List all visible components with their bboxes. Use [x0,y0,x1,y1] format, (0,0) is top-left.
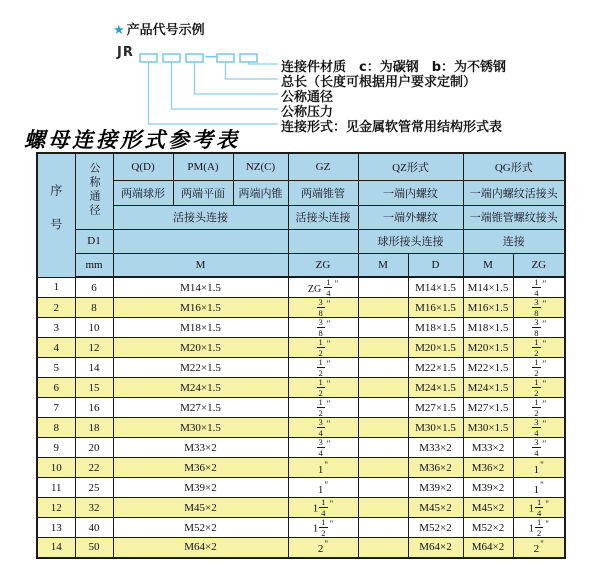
m-cell: M30×1.5 [113,418,288,438]
code-box-2 [163,54,180,62]
qg-zg-cell: 1" [513,478,565,498]
serial-cell: 13 [37,518,75,538]
m-cell: M20×1.5 [113,338,288,358]
header-units-qz-m: M [358,253,408,277]
qg-m-cell: M45×2 [463,498,513,518]
m-cell: M52×2 [113,518,288,538]
header-units-zg: ZG [288,253,358,277]
label-length: 总长（长度可根据用户要求定制） [281,75,477,90]
gz-cell: $\frac{3}{8}$ " [288,298,358,318]
table-title: 螺母连接形式参考表 [24,127,240,152]
qz-m-cell [358,418,408,438]
code-separator: — [205,49,217,63]
header-ends-qz: 一端内螺纹 [358,180,463,205]
header-conn2-qz: 球形接头连接 [358,229,463,253]
serial-cell: 12 [37,498,75,518]
gz-cell: 1 $\frac{1}{4}$ " [288,498,358,518]
gz-cell: 2" [288,538,358,558]
qg-m-cell: M16×1.5 [463,298,513,318]
m-cell: M45×2 [113,498,288,518]
dn-cell: 20 [75,438,113,458]
leader-line-pressure [172,62,279,109]
serial-cell: 8 [37,418,75,438]
qz-m-cell [358,298,408,318]
serial-cell: 7 [37,398,75,418]
header-ends-gz: 两端锥管 [288,180,358,205]
gz-cell: $\frac{1}{2}$ " [288,338,358,358]
gz-cell: $\frac{1}{2}$ " [288,398,358,418]
example-heading [113,19,205,38]
qg-m-cell: M33×2 [463,438,513,458]
header-conn2-qg: 连接 [463,229,565,253]
qg-zg-cell: 1 $\frac{1}{4}$ " [513,498,565,518]
qg-m-cell: M64×2 [463,538,513,558]
qg-zg-cell: $\frac{1}{2}$ " [513,358,565,378]
dn-cell: 6 [75,277,113,298]
header-serial-text: 序号 [48,183,63,252]
code-box-4 [217,54,234,62]
label-material: 连接件材质 c：为碳钢 b：为不锈钢 [281,60,507,75]
table-row [37,538,565,558]
m-cell: M36×2 [113,458,288,478]
table-row [37,518,565,538]
dn-cell: 40 [75,518,113,538]
serial-cell: 1 [37,277,75,298]
qz-m-cell [358,438,408,458]
serial-cell: 11 [37,478,75,498]
dn-cell: 22 [75,458,113,478]
qg-zg-cell: $\frac{3}{8}$ " [513,298,565,318]
header-serial [37,153,75,277]
gz-cell: $\frac{3}{4}$ " [288,418,358,438]
qg-zg-cell: $\frac{3}{4}$ " [513,438,565,458]
dn-cell: 16 [75,398,113,418]
example-heading-text: 产品代号示例 [126,23,205,38]
code-box-3 [186,54,203,62]
dn-cell: 32 [75,498,113,518]
header-conn-qg: 一端锥管螺纹接头 [463,205,565,229]
dn-cell: 25 [75,478,113,498]
qz-m-cell [358,378,408,398]
header-conn-left: 活接头连接 [113,205,288,229]
dn-cell: 18 [75,418,113,438]
header-empty-gz [288,229,358,253]
header-nominal [75,153,113,229]
header-ends-qd: 两端球形 [113,180,173,205]
qz-d-cell: M16×1.5 [408,298,463,318]
dn-cell: 8 [75,298,113,318]
gz-cell: $\frac{1}{2}$ " [288,378,358,398]
dn-cell: 15 [75,378,113,398]
header-nominal-text: 公称通径 [88,161,100,218]
qz-m-cell [358,498,408,518]
qg-zg-cell: $\frac{3}{8}$ " [513,318,565,338]
qz-d-cell: M52×2 [408,518,463,538]
header-unit: mm [75,253,113,277]
header-units-qg-zg: ZG [513,253,565,277]
qz-d-cell: M39×2 [408,478,463,498]
qz-d-cell: M22×1.5 [408,358,463,378]
header-conn-qz: 一端外螺纹 [358,205,463,229]
qz-d-cell: M14×1.5 [408,277,463,298]
nut-connection-table [36,152,566,559]
header-units-m: M [113,253,288,277]
qz-d-cell: M24×1.5 [408,378,463,398]
qz-m-cell [358,478,408,498]
qz-d-cell: M45×2 [408,498,463,518]
serial-cell: 10 [37,458,75,478]
table-row [37,458,565,478]
qg-m-cell: M36×2 [463,458,513,478]
qz-d-cell: M20×1.5 [408,338,463,358]
qz-m-cell [358,458,408,478]
header-group-gz: GZ [288,153,358,180]
star-icon: ★ [113,23,125,38]
qz-d-cell: M30×1.5 [408,418,463,438]
qg-zg-cell: $\frac{1}{4}$ " [513,277,565,298]
table-row [37,398,565,418]
qg-m-cell: M39×2 [463,478,513,498]
qz-m-cell [358,538,408,558]
gz-cell: $\frac{3}{4}$ " [288,438,358,458]
header-group-nzc: NZ(C) [233,153,288,180]
serial-cell: 6 [37,378,75,398]
qz-d-cell: M27×1.5 [408,398,463,418]
table-row [37,277,565,298]
label-pressure: 公称压力 [281,105,334,120]
header-group-qd: Q(D) [113,153,173,180]
gz-cell: $\frac{3}{8}$ " [288,318,358,338]
serial-cell: 4 [37,338,75,358]
header-ends-nzc: 两端内锥 [233,180,288,205]
qg-zg-cell: 1 $\frac{1}{2}$ " [513,518,565,538]
header-units-qz-d: D [408,253,463,277]
table-row [37,298,565,318]
header-conn-gz: 活接头连接 [288,205,358,229]
m-cell: M24×1.5 [113,378,288,398]
m-cell: M14×1.5 [113,277,288,298]
qz-m-cell [358,398,408,418]
header-group-qg: QG形式 [463,153,565,180]
m-cell: M22×1.5 [113,358,288,378]
qg-zg-cell: 2" [513,538,565,558]
gz-cell: 1" [288,478,358,498]
dn-cell: 50 [75,538,113,558]
header-d1: D1 [75,229,113,253]
serial-cell: 5 [37,358,75,378]
table-row [37,338,565,358]
serial-cell: 2 [37,298,75,318]
m-cell: M39×2 [113,478,288,498]
code-box-5 [240,54,257,62]
header-group-qz: QZ形式 [358,153,463,180]
qg-m-cell: M18×1.5 [463,318,513,338]
gz-cell: 1 $\frac{1}{2}$ " [288,518,358,538]
qz-d-cell: M36×2 [408,458,463,478]
m-cell: M33×2 [113,438,288,458]
qz-m-cell [358,318,408,338]
qg-m-cell: M22×1.5 [463,358,513,378]
m-cell: M18×1.5 [113,318,288,338]
header-units-qg-m: M [463,253,513,277]
qz-d-cell: M33×2 [408,438,463,458]
m-cell: M64×2 [113,538,288,558]
serial-cell: 3 [37,318,75,338]
qg-m-cell: M20×1.5 [463,338,513,358]
dn-cell: 12 [75,338,113,358]
qg-m-cell: M27×1.5 [463,398,513,418]
qg-m-cell: M30×1.5 [463,418,513,438]
qz-d-cell: M64×2 [408,538,463,558]
table-body [37,277,565,558]
dn-cell: 10 [75,318,113,338]
header-group-pma: PM(A) [173,153,233,180]
code-box-1 [140,54,157,62]
serial-cell: 14 [37,538,75,558]
qg-m-cell: M14×1.5 [463,277,513,298]
serial-cell: 9 [37,438,75,458]
qz-m-cell [358,338,408,358]
label-diameter: 公称通径 [281,90,334,105]
leader-line-diameter [195,62,279,94]
qg-zg-cell: $\frac{1}{2}$ " [513,338,565,358]
table-row [37,418,565,438]
qz-m-cell [358,277,408,298]
table-row [37,438,565,458]
qg-zg-cell: $\frac{1}{2}$ " [513,398,565,418]
table-row [37,478,565,498]
qz-m-cell [358,358,408,378]
code-prefix: JR [117,45,134,60]
gz-cell: $\frac{1}{2}$ " [288,358,358,378]
qz-m-cell [358,518,408,538]
qg-m-cell: M24×1.5 [463,378,513,398]
header-ends-pma: 两端平面 [173,180,233,205]
dn-cell: 14 [75,358,113,378]
leader-line-connection [149,62,279,124]
m-cell: M16×1.5 [113,298,288,318]
header-ends-qg: 一端内螺纹活接头 [463,180,565,205]
table-row [37,378,565,398]
qg-zg-cell: $\frac{1}{2}$ " [513,378,565,398]
label-connection: 连接形式：见金属软管常用结构形式表 [281,120,503,135]
qg-zg-cell: $\frac{3}{4}$ " [513,418,565,438]
qz-d-cell: M18×1.5 [408,318,463,338]
m-cell: M27×1.5 [113,398,288,418]
header-empty-left [113,229,288,253]
gz-cell: 1" [288,458,358,478]
qg-m-cell: M52×2 [463,518,513,538]
table-row [37,358,565,378]
qg-zg-cell: 1" [513,458,565,478]
table-row [37,318,565,338]
gz-cell: ZG $\frac{1}{4}$ " [288,277,358,298]
table-row [37,498,565,518]
